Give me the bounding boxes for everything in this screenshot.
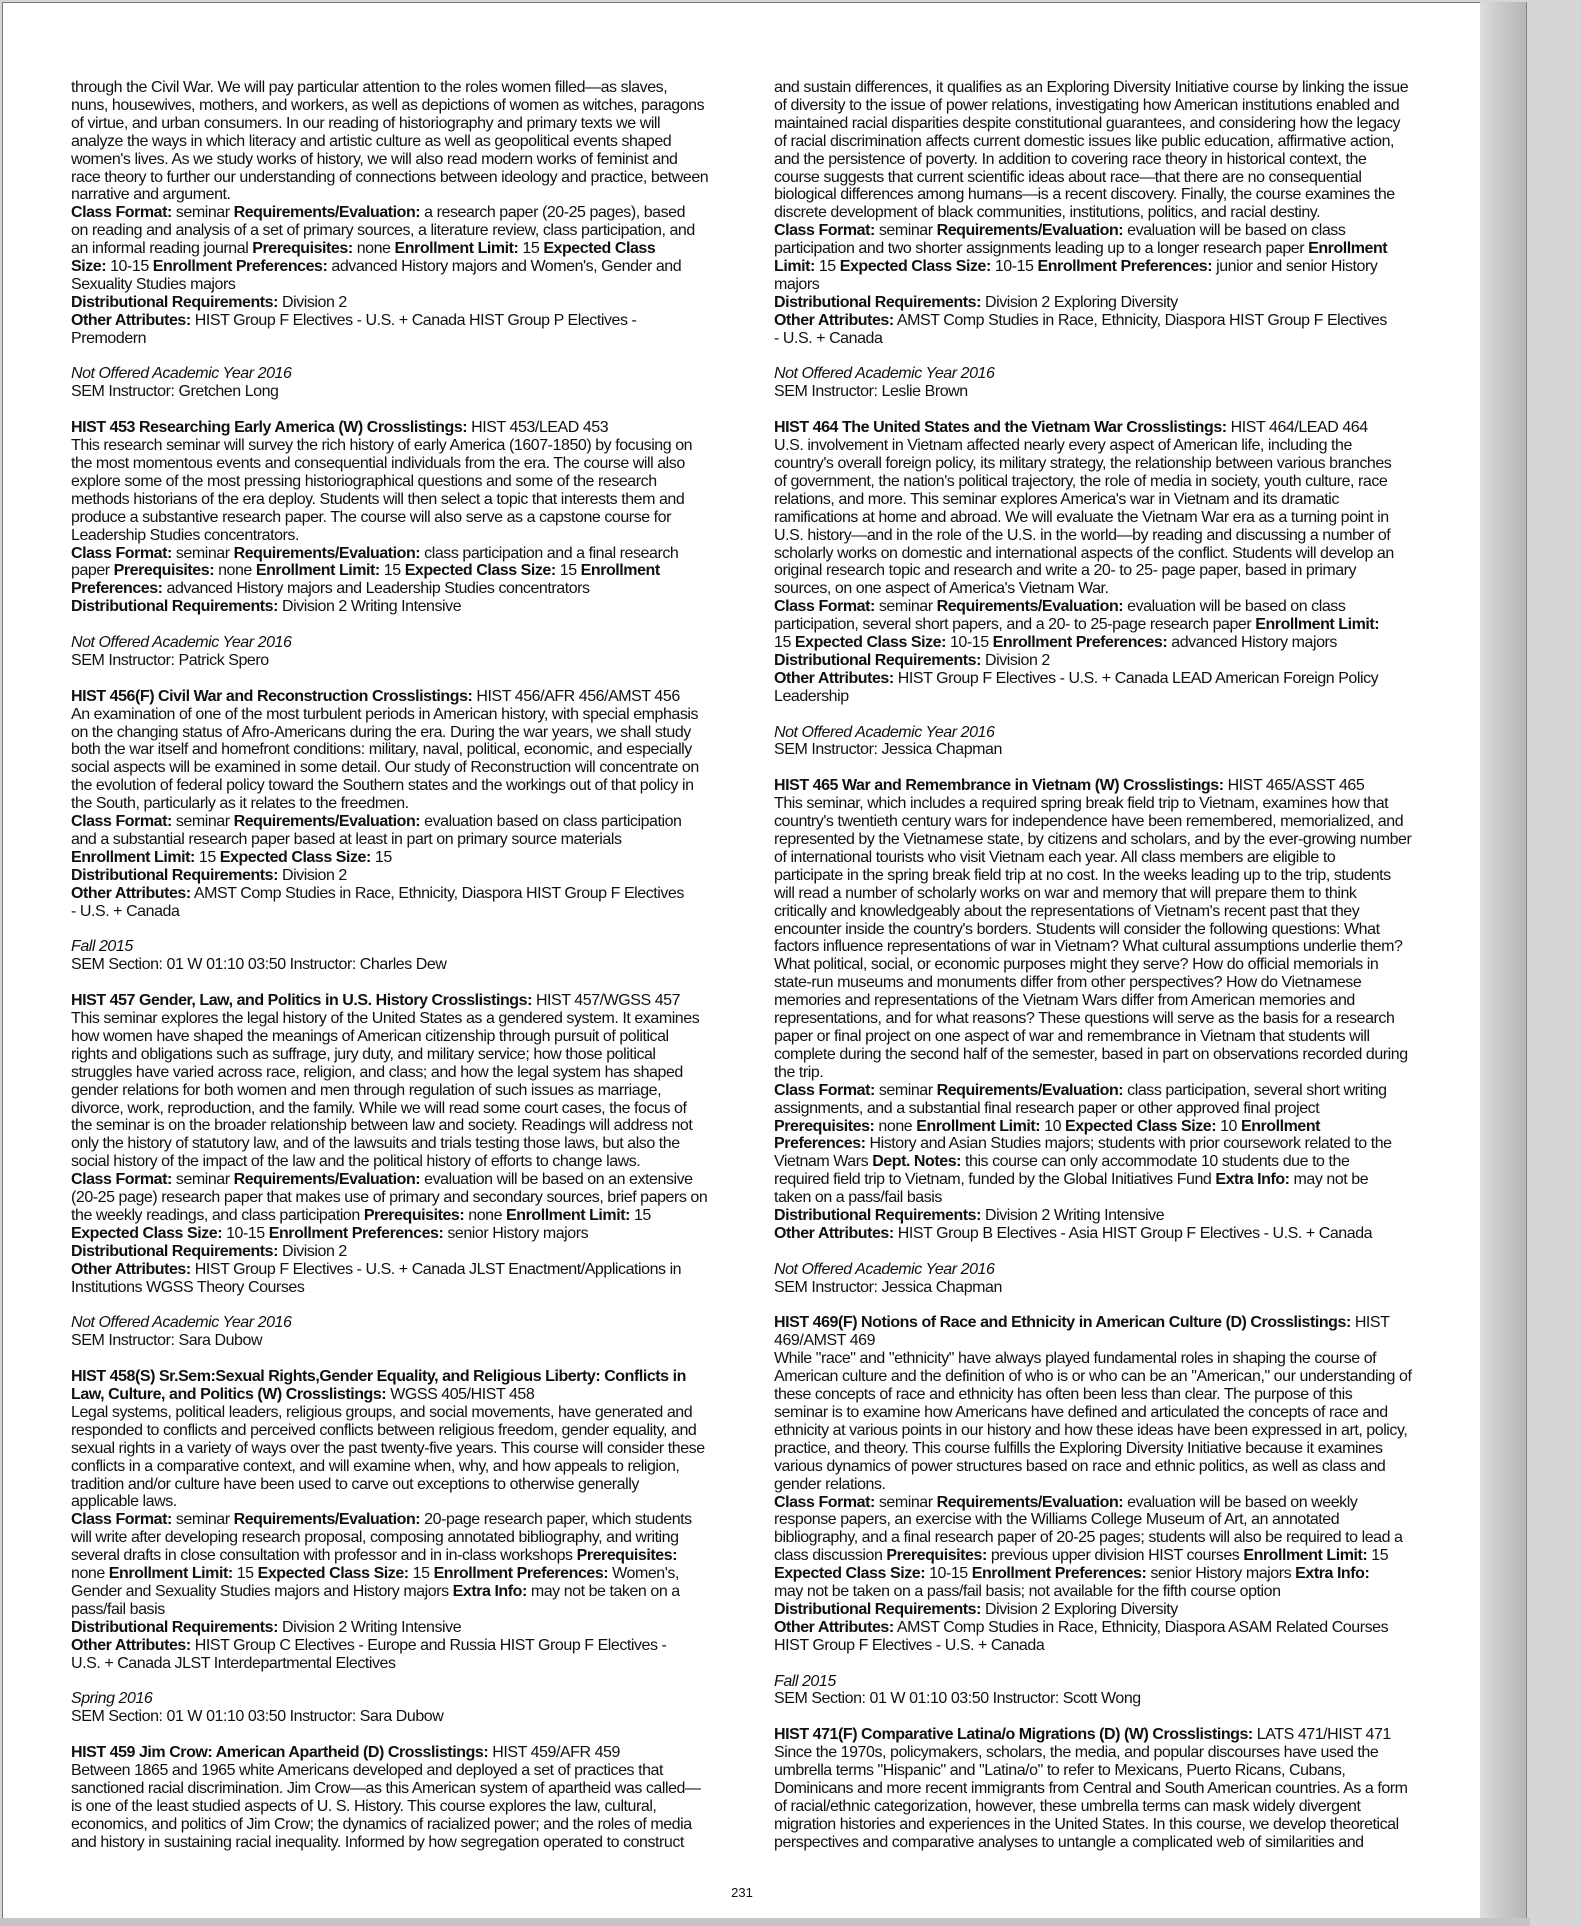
text-line: - U.S. + Canada	[774, 329, 883, 347]
course-entry	[71, 1744, 746, 1851]
text-line: pass/fail basis	[71, 1600, 165, 1618]
offering-term: Not Offered Academic Year 2016	[71, 634, 292, 652]
text-line: Gender and Sexuality Studies majors and History majors Extra Info: may not be taken on a	[71, 1583, 680, 1600]
text-line: This research seminar will survey the rich history of early America (1607-1850) by focusing on	[71, 437, 693, 455]
text-line: of international tourists who visit Vietnam each year. All class members are eligible to	[774, 848, 1336, 866]
text-line: and sustain differences, it qualifies as an Exploring Diversity Initiative course by linking the issue	[774, 79, 1409, 96]
spacer	[774, 348, 1449, 366]
text-line: on reading and analysis of a set of primary sources, a literature review, class participation, and	[71, 222, 695, 240]
text-line: complete during the second half of the semester, based in part on observations recorded during	[774, 1045, 1408, 1063]
text-line: through the Civil War. We will pay particular attention to the roles women filled—as slaves,	[71, 79, 668, 96]
text-line: encounter inside the country's borders. Students will consider the following questions: What	[774, 920, 1380, 938]
text-line: ethnicity at various points in our history and how these ideas have been expressed in art, policy,	[774, 1421, 1408, 1439]
section-instructor: SEM Section: 01 W 01:10 03:50 Instructor: Charles Dew	[71, 956, 447, 974]
course-continuation	[774, 79, 1449, 348]
text-line: participation and two shorter assignments leading up to a longer research paper Enrollment	[774, 240, 1388, 258]
spacer	[774, 706, 1449, 724]
text-line: Preferences: advanced History majors and Leadership Studies concentrators	[71, 580, 590, 598]
text-line: maintained racial disparities despite constitutional guarantees, and considering how the legacy	[774, 114, 1401, 132]
text-line: While "race" and "ethnicity" have always played fundamental roles in shaping the course of	[774, 1350, 1377, 1368]
course-entry	[71, 419, 746, 616]
section-instructor: SEM Instructor: Leslie Brown	[774, 383, 968, 401]
text-line: Distributional Requirements: Division 2	[774, 651, 1050, 669]
text-line: Distributional Requirements: Division 2	[71, 1242, 347, 1260]
text-line: This seminar explores the legal history of the United States as a gendered system. It examines	[71, 1010, 700, 1028]
text-line: Expected Class Size: 10-15 Enrollment Preferences: senior History majors Extra Info:	[774, 1565, 1370, 1583]
text-line: none Enrollment Limit: 15 Expected Class Size: 15 Enrollment Preferences: Women's,	[71, 1565, 679, 1583]
document-page	[2, 2, 1482, 1922]
text-line: Distributional Requirements: Division 2	[71, 293, 347, 311]
text-line: the trip.	[774, 1063, 824, 1081]
text-line: original research topic and research and write a 20- to 25- page paper, based in primary	[774, 562, 1357, 580]
section-instructor: SEM Instructor: Jessica Chapman	[774, 741, 1002, 759]
text-line: umbrella terms "Hispanic" and "Latina/o" to refer to Mexicans, Puerto Ricans, Cubans,	[774, 1762, 1346, 1780]
text-line: divorce, work, reproduction, and the family. While we will read some court cases, the focus of	[71, 1099, 687, 1117]
section-instructor: SEM Section: 01 W 01:10 03:50 Instructor: Scott Wong	[774, 1690, 1141, 1708]
text-line: Class Format: seminar Requirements/Evaluation: 20-page research paper, which students	[71, 1511, 692, 1529]
section-instructor: SEM Section: 01 W 01:10 03:50 Instructor: Sara Dubow	[71, 1708, 444, 1726]
text-line: produce a substantive research paper. The course will also serve as a capstone course for	[71, 508, 672, 526]
text-line: tradition and/or culture have been used to carve out exceptions to otherwise generally	[71, 1475, 639, 1493]
text-line: Legal systems, political leaders, religious groups, and social movements, have generated and	[71, 1403, 693, 1421]
text-line: country's twentieth century wars for independence have been remembered, memorialized, and	[774, 813, 1404, 831]
text-line: and a substantial research paper based at least in part on primary source materials	[71, 831, 622, 848]
text-line: country's overall foreign policy, its military strategy, the relationship between various branches	[774, 455, 1392, 472]
text-line: only the history of statutory law, and of the lawsuits and trials testing those laws, but also the	[71, 1135, 680, 1153]
text-line: Class Format: seminar Requirements/Evaluation: evaluation will be based on class	[774, 598, 1346, 616]
text-line: Class Format: seminar Requirements/Evaluation: a research paper (20-25 pages), based	[71, 204, 686, 222]
text-line: Distributional Requirements: Division 2 Exploring Diversity	[774, 293, 1178, 311]
text-line: Other Attributes: HIST Group B Electives - Asia HIST Group F Electives - U.S. + Canada	[774, 1224, 1373, 1242]
course-entry	[774, 419, 1449, 706]
spacer	[71, 974, 746, 992]
text-line: how women have shaped the meanings of American citizenship through pursuit of political	[71, 1027, 669, 1045]
text-line: Institutions WGSS Theory Courses	[71, 1278, 305, 1296]
text-line: scholarly works on domestic and international aspects of the conflict. Students will develop an	[774, 544, 1394, 562]
page-shadow	[0, 1918, 1530, 1926]
text-line: - U.S. + Canada	[71, 902, 180, 920]
text-line: Enrollment Limit: 15 Expected Class Size: 15	[71, 848, 392, 866]
offering-term: Fall 2015	[71, 938, 133, 956]
text-line: Distributional Requirements: Division 2 Exploring Diversity	[774, 1600, 1178, 1618]
text-line: Expected Class Size: 10-15 Enrollment Preferences: senior History majors	[71, 1224, 589, 1242]
text-line: sexual rights in a variety of ways over the past twenty-five years. This course will consider these	[71, 1439, 705, 1457]
page-stack-edge	[1480, 2, 1527, 1921]
text-line: Class Format: seminar Requirements/Evaluation: class participation and a final research	[71, 544, 679, 562]
text-line: struggles have varied across race, religion, and class; and how the legal system has shaped	[71, 1063, 683, 1081]
text-line: Sexuality Studies majors	[71, 275, 236, 293]
offering-term: Fall 2015	[774, 1672, 836, 1690]
text-line: 15 Expected Class Size: 10-15 Enrollment Preferences: advanced History majors	[774, 634, 1337, 652]
text-line: Size: 10-15 Enrollment Preferences: advanced History majors and Women's, Gender and	[71, 258, 682, 276]
text-line: HIST 459 Jim Crow: American Apartheid (D) Crosslistings: HIST 459/AFR 459	[71, 1744, 620, 1762]
right-column	[774, 79, 1449, 1852]
text-line: bibliography, and a final research paper of 20-25 pages; students will also be required to lead a	[774, 1529, 1403, 1547]
text-line: various dynamics of power structures based on race and ethnic politics, as well as class and	[774, 1457, 1386, 1475]
text-line: Other Attributes: AMST Comp Studies in Race, Ethnicity, Diaspora ASAM Related Courses	[774, 1618, 1389, 1636]
text-line: the most momentous events and consequential individuals from the era. The course will also	[71, 455, 685, 472]
offering-term: Not Offered Academic Year 2016	[774, 723, 995, 741]
text-line: discrete development of black communities, institutions, politics, and racial destiny.	[774, 204, 1321, 222]
text-line: social history of the impact of the law and the political history of efforts to change laws.	[71, 1153, 641, 1171]
text-line: paper Prerequisites: none Enrollment Limit: 15 Expected Class Size: 15 Enrollment	[71, 562, 660, 580]
text-line: Between 1865 and 1965 white Americans developed and deployed a set of practices that	[71, 1762, 663, 1780]
text-line: HIST Group F Electives - U.S. + Canada	[774, 1636, 1045, 1654]
spacer	[71, 616, 746, 634]
text-line: HIST 469(F) Notions of Race and Ethnicity in American Culture (D) Crosslistings: HIST	[774, 1314, 1390, 1332]
text-line: participate in the spring break field trip at no cost. In the weeks leading up to the trip, students	[774, 866, 1391, 884]
spacer	[71, 1673, 746, 1691]
text-line: and the persistence of poverty. In addition to covering race theory in historical context, the	[774, 150, 1367, 168]
text-line: HIST 456(F) Civil War and Reconstruction Crosslistings: HIST 456/AFR 456/AMST 456	[71, 687, 680, 705]
text-line: may not be taken on a pass/fail basis; not available for the fifth course option	[774, 1583, 1281, 1601]
text-line: critically and knowledgeably about the representations of Vietnam's recent past that they	[774, 902, 1360, 920]
text-line: economics, and politics of Jim Crow; the dynamics of racialized power; and the roles of media	[71, 1815, 692, 1833]
text-line: Premodern	[71, 329, 147, 347]
text-line: these concepts of race and ethnicity has often been less than clear. The purpose of this	[774, 1386, 1353, 1404]
left-column	[71, 79, 746, 1852]
spacer	[71, 1297, 746, 1315]
spacer	[71, 1350, 746, 1368]
text-line: Other Attributes: AMST Comp Studies in Race, Ethnicity, Diaspora HIST Group F Electives	[774, 311, 1387, 329]
text-line: nuns, housewives, mothers, and workers, as well as depictions of women as witches, paragons	[71, 96, 705, 114]
spacer	[71, 1726, 746, 1744]
spacer	[71, 401, 746, 419]
text-line: taken on a pass/fail basis	[774, 1189, 942, 1207]
text-line: An examination of one of the most turbulent periods in American history, with special emphasis	[71, 705, 699, 723]
text-line: migration histories and experiences in the United States. In this course, we develop theoretical	[774, 1815, 1399, 1833]
text-line: race theory to further our understanding of connections between ideology and practice, between	[71, 168, 709, 186]
text-line: sources, on one aspect of America's Vietnam War.	[774, 580, 1109, 598]
text-line: Since the 1970s, policymakers, scholars, the media, and popular discourses have used the	[774, 1744, 1379, 1762]
text-line: Other Attributes: HIST Group C Electives - Europe and Russia HIST Group F Electives -	[71, 1636, 667, 1654]
text-line: of diversity to the issue of power relations, investigating how American institutions enabled and	[774, 96, 1400, 114]
text-line: required field trip to Vietnam, funded by the Global Initiatives Fund Extra Info: may not be	[774, 1171, 1369, 1189]
spacer	[71, 348, 746, 366]
text-line: methods historians of the era deploy. Students will then select a topic that interests them and	[71, 490, 685, 508]
text-line: paper or final project on one aspect of war and remembrance in Vietnam that students will	[774, 1027, 1370, 1045]
section-instructor: SEM Instructor: Gretchen Long	[71, 383, 279, 401]
text-line: Distributional Requirements: Division 2 Writing Intensive	[71, 598, 462, 616]
text-line: narrative and argument.	[71, 186, 231, 204]
spacer	[774, 1297, 1449, 1315]
page-number: 231	[731, 1885, 753, 1900]
text-line: American culture and the definition of who is or who can be an "American," our understanding of	[774, 1368, 1412, 1386]
course-entry	[774, 1726, 1449, 1851]
text-line: (20-25 page) research paper that makes use of primary and secondary sources, brief papers on	[71, 1189, 708, 1207]
text-line: assignments, and a substantial final research paper or other approved final project	[774, 1099, 1320, 1117]
text-line: an informal reading journal Prerequisites: none Enrollment Limit: 15 Expected Class	[71, 240, 656, 258]
text-line: of racial discrimination affects current domestic issues like public education, affirmative action,	[774, 132, 1395, 150]
text-line: practice, and theory. This course fulfills the Exploring Diversity Initiative because it examines	[774, 1439, 1383, 1457]
text-line: biological differences among humans—is a recent discovery. Finally, the course examines the	[774, 186, 1395, 204]
text-line: U.S. involvement in Vietnam affected nearly every aspect of American life, including the	[774, 437, 1352, 455]
text-line: majors	[774, 275, 820, 293]
text-line: HIST 457 Gender, Law, and Politics in U.S. History Crosslistings: HIST 457/WGSS 457	[71, 992, 681, 1010]
text-line: HIST 471(F) Comparative Latina/o Migrations (D) (W) Crosslistings: LATS 471/HIST 471	[774, 1726, 1391, 1744]
text-line: Distributional Requirements: Division 2	[71, 866, 347, 884]
spacer	[774, 401, 1449, 419]
text-line: gender relations for both women and men through regulation of such issues as marriage,	[71, 1081, 662, 1099]
text-line: on the changing status of Afro-Americans during the era. During the war years, we shall study	[71, 723, 691, 741]
text-line: conflicts in a comparative context, and will examine when, why, and how appeals to religion,	[71, 1457, 680, 1475]
section-instructor: SEM Instructor: Patrick Spero	[71, 651, 269, 669]
text-line: perspectives and comparative analyses to untangle a complicated web of similarities and	[774, 1833, 1364, 1851]
course-entry	[71, 688, 746, 921]
text-line: the evolution of federal policy toward the Southern states and the workings out of that policy in	[71, 777, 694, 795]
text-line: memories and representations of the Vietnam Wars differ from American memories and	[774, 992, 1355, 1010]
text-line: HIST 458(S) Sr.Sem:Sexual Rights,Gender Equality, and Religious Liberty: Conflicts in	[71, 1368, 686, 1386]
text-line: Class Format: seminar Requirements/Evaluation: evaluation will be based on an extensive	[71, 1171, 693, 1189]
text-line: rights and obligations such as suffrage, jury duty, and military service; how those political	[71, 1045, 656, 1063]
text-line: U.S. history—and in the role of the U.S. in the world—by reading and discussing a number of	[774, 526, 1391, 544]
text-line: Distributional Requirements: Division 2 Writing Intensive	[71, 1618, 462, 1636]
text-line: of virtue, and urban consumers. In our reading of historiography and primary texts we will	[71, 114, 661, 132]
spacer	[774, 1655, 1449, 1673]
text-line: course suggests that current scientific ideas about race—that there are no consequential	[774, 168, 1362, 186]
text-line: Class Format: seminar Requirements/Evaluation: class participation, several short writing	[774, 1081, 1387, 1099]
text-line: the weekly readings, and class participation Prerequisites: none Enrollment Limit: 15	[71, 1207, 651, 1224]
text-line: women's lives. As we study works of history, we will also read modern works of feminist and	[71, 150, 678, 168]
course-entry	[71, 1368, 746, 1672]
text-line: participation, several short papers, and a 20- to 25-page research paper Enrollment Limit:	[774, 616, 1380, 634]
text-line: Class Format: seminar Requirements/Evaluation: evaluation will be based on weekly	[774, 1493, 1358, 1511]
text-line: represented by the Vietnamese state, by citizens and scholars, and by the ever-growing number	[774, 831, 1412, 848]
text-line: relations, and more. This seminar explores America's war in Vietnam and its dramatic	[774, 490, 1339, 508]
text-line: sanctioned racial discrimination. Jim Crow—as this American system of apartheid was called—	[71, 1779, 701, 1797]
text-line: HIST 464 The United States and the Vietnam War Crosslistings: HIST 464/LEAD 464	[774, 419, 1368, 437]
text-line: Law, Culture, and Politics (W) Crosslistings: WGSS 405/HIST 458	[71, 1386, 535, 1404]
text-line: Vietnam Wars Dept. Notes: this course can only accommodate 10 students due to the	[774, 1153, 1350, 1171]
spacer	[774, 1243, 1449, 1261]
offering-term: Not Offered Academic Year 2016	[71, 1314, 292, 1332]
text-line: of racial/ethnic categorization, however, these umbrella terms can mask widely divergent	[774, 1797, 1361, 1815]
text-line: will write after developing research proposal, composing annotated bibliography, and writing	[71, 1529, 679, 1547]
text-line: analyze the ways in which literacy and artistic culture as well as geopolitical events shaped	[71, 132, 672, 150]
text-line: Dominicans and more recent immigrants from Central and South American countries. As a form	[774, 1779, 1408, 1797]
text-line: will read a number of scholarly works on war and memory that will prepare them to think	[774, 884, 1357, 902]
text-line: the seminar is on the broader relationship between law and society. Readings will address not	[71, 1117, 693, 1135]
text-line: factors influence representations of war in Vietnam? What cultural assumptions underlie them?	[774, 938, 1403, 956]
text-line: Leadership	[774, 687, 849, 705]
section-instructor: SEM Instructor: Jessica Chapman	[774, 1278, 1002, 1296]
text-line: HIST 453 Researching Early America (W) Crosslistings: HIST 453/LEAD 453	[71, 419, 609, 437]
course-entry	[774, 1314, 1449, 1654]
text-line: the South, particularly as it relates to the freedmen.	[71, 795, 409, 813]
offering-term: Not Offered Academic Year 2016	[71, 365, 292, 383]
text-line: is one of the least studied aspects of U. S. History. This course explores the law, cultural,	[71, 1797, 657, 1815]
course-continuation	[71, 79, 746, 348]
text-line: of government, the nation's political trajectory, the role of media in society, youth culture, race	[774, 472, 1388, 490]
spacer	[71, 670, 746, 688]
text-line: state-run museums and monuments differ from other perspectives? How do Vietnamese	[774, 974, 1362, 992]
text-line: social aspects will be examined in some detail. Our study of Reconstruction will concentrate on	[71, 759, 699, 777]
text-line: several drafts in close consultation with professor and in in-class workshops Prerequisites:	[71, 1547, 678, 1565]
text-line: response papers, an exercise with the Williams College Museum of Art, an annotated	[774, 1511, 1340, 1529]
text-line: and history in sustaining racial inequality. Informed by how segregation operated to construct	[71, 1833, 684, 1851]
text-line: Preferences: History and Asian Studies majors; students with prior coursework related to the	[774, 1135, 1392, 1153]
offering-term: Not Offered Academic Year 2016	[774, 365, 995, 383]
text-line: seminar is to examine how Americans have defined and articulated the concepts of race and	[774, 1403, 1388, 1421]
text-line: Limit: 15 Expected Class Size: 10-15 Enrollment Preferences: junior and senior History	[774, 258, 1378, 276]
text-line: U.S. + Canada JLST Interdepartmental Electives	[71, 1654, 396, 1672]
text-line: Other Attributes: AMST Comp Studies in Race, Ethnicity, Diaspora HIST Group F Electives	[71, 884, 684, 902]
text-line: What political, social, or economic purposes might they serve? How do official memorials in	[774, 956, 1379, 974]
text-line: responded to conflicts and perceived conflicts between religious freedom, gender equality, and	[71, 1421, 697, 1439]
text-line: both the war itself and homefront conditions: military, naval, political, economic, and especially	[71, 741, 692, 759]
offering-term: Spring 2016	[71, 1690, 153, 1708]
offering-term: Not Offered Academic Year 2016	[774, 1260, 995, 1278]
text-line: Other Attributes: HIST Group F Electives - U.S. + Canada JLST Enactment/Applications in	[71, 1260, 682, 1278]
text-line: Distributional Requirements: Division 2 Writing Intensive	[774, 1207, 1165, 1225]
text-line: Class Format: seminar Requirements/Evaluation: evaluation will be based on class	[774, 222, 1346, 240]
text-line: HIST 465 War and Remembrance in Vietnam (W) Crosslistings: HIST 465/ASST 465	[774, 777, 1365, 795]
course-entry	[71, 992, 746, 1296]
text-line: Leadership Studies concentrators.	[71, 526, 299, 544]
text-line: Other Attributes: HIST Group F Electives - U.S. + Canada LEAD American Foreign Policy	[774, 669, 1379, 687]
course-entry	[774, 777, 1449, 1243]
text-line: applicable laws.	[71, 1493, 177, 1511]
text-line: Prerequisites: none Enrollment Limit: 10 Expected Class Size: 10 Enrollment	[774, 1117, 1321, 1135]
text-line: ramifications at home and abroad. We will evaluate the Vietnam War era as a turning point in	[774, 508, 1389, 526]
text-line: class discussion Prerequisites: previous upper division HIST courses Enrollment Limit: 15	[774, 1547, 1389, 1565]
text-line: This seminar, which includes a required spring break field trip to Vietnam, examines how that	[774, 795, 1389, 813]
text-line: representations, and for what reasons? These questions will serve as the basis for a research	[774, 1010, 1395, 1028]
spacer	[71, 921, 746, 939]
text-line: Class Format: seminar Requirements/Evaluation: evaluation based on class participation	[71, 813, 682, 831]
text-line: gender relations.	[774, 1475, 886, 1493]
text-line: 469/AMST 469	[774, 1332, 876, 1350]
spacer	[774, 1708, 1449, 1726]
spacer	[774, 759, 1449, 777]
text-line: explore some of the most pressing historiographical questions and some of the research	[71, 472, 657, 490]
section-instructor: SEM Instructor: Sara Dubow	[71, 1332, 263, 1350]
text-line: Other Attributes: HIST Group F Electives - U.S. + Canada HIST Group P Electives -	[71, 311, 637, 329]
